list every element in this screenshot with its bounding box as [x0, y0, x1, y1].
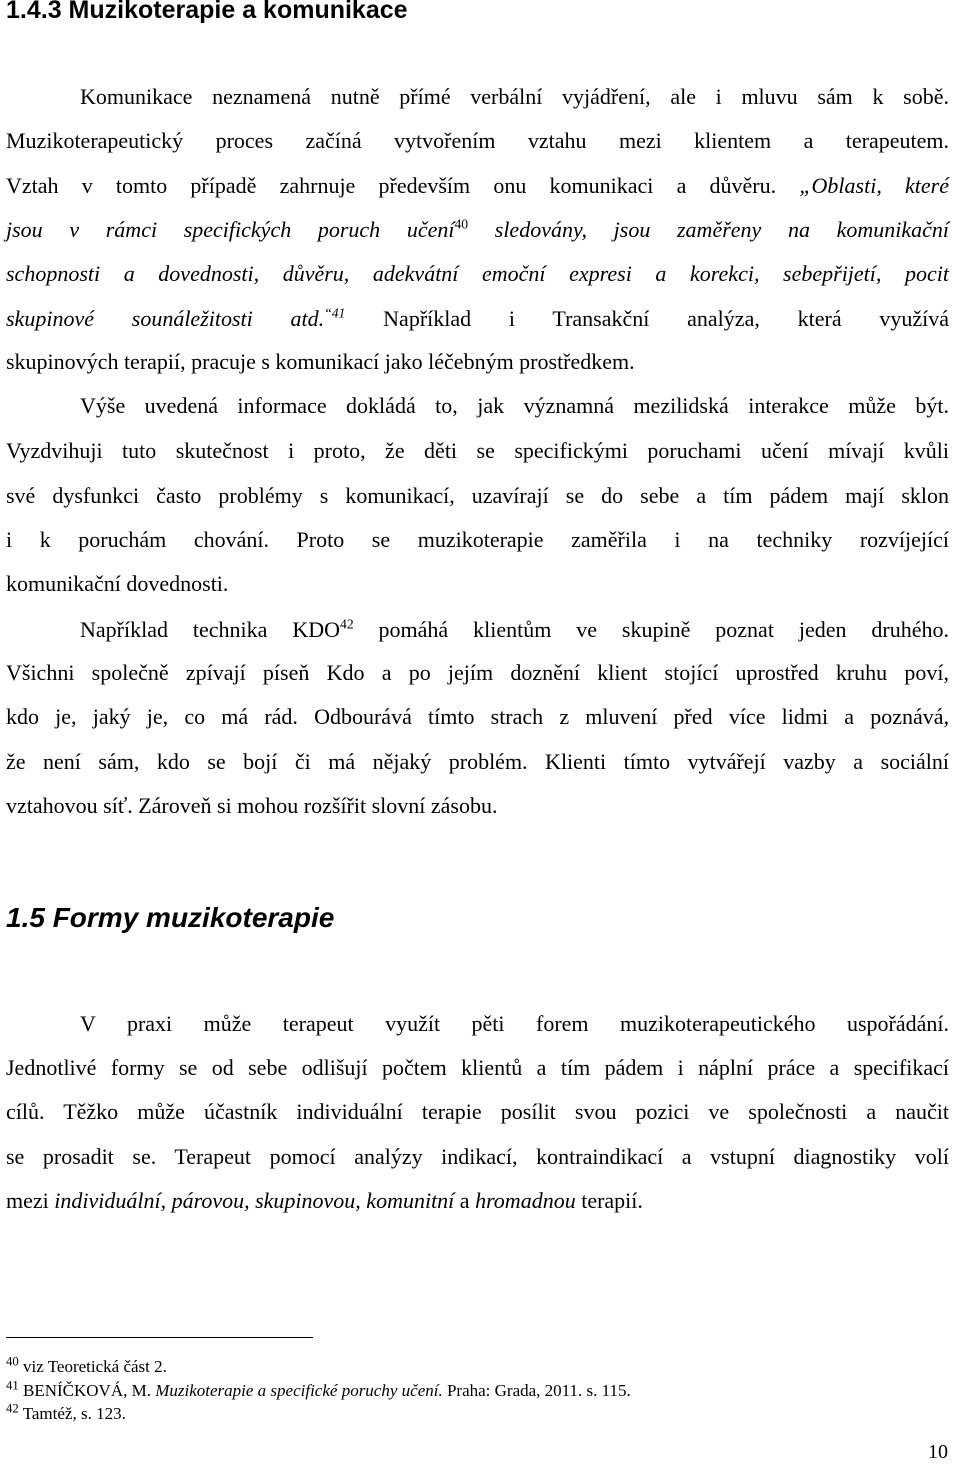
body-line	[6, 520, 949, 560]
body-line	[80, 77, 949, 117]
section-heading-1-5: 1.5 Formy muzikoterapie	[6, 902, 335, 933]
body-line	[6, 1181, 949, 1221]
body-line	[6, 254, 949, 294]
text-run: pomáhá klientům ve skupině poznat jeden druhého.	[353, 617, 949, 642]
body-line	[6, 166, 949, 206]
text-run: Vztah v tomto případě zahrnuje především onu komunikaci a důvěru.	[6, 173, 800, 198]
text-run: kdo je, jaký je, co má rád. Odbourává tímto strach z mluvení před více lidmi a poznává,	[6, 704, 949, 729]
text-run: Komunikace neznamená nutně přímé verbální vyjádření, ale i mluvu sám k sobě.	[80, 84, 949, 109]
text-run: skupinových terapií, pracuje s komunikací jako léčebným prostředkem.	[6, 349, 635, 374]
text-run: Jednotlivé formy se od sebe odlišují počtem klientů a tím pádem i náplní práce a specifikací	[6, 1055, 949, 1080]
body-line	[6, 431, 949, 471]
body-line	[6, 653, 949, 693]
text-run: schopnosti a dovednosti, důvěru, adekvátní emoční expresi a korekci, sebepřijetí, pocit	[6, 261, 949, 286]
body-line	[6, 476, 949, 516]
text-run: Vyzdvihuji tuto skutečnost i proto, že děti se specifickými poruchami učení mívají kvůli	[6, 438, 949, 463]
text-run: V praxi může terapeut využít pěti forem muzikoterapeutického uspořádání.	[80, 1011, 949, 1036]
footnote-41	[6, 1380, 631, 1402]
page-number: 10	[928, 1441, 948, 1463]
footnote-ref: 42	[340, 616, 354, 632]
body-line	[6, 299, 949, 339]
text-run: mezi	[6, 1188, 55, 1213]
footnote-40	[6, 1356, 167, 1378]
body-line	[80, 610, 949, 650]
text-run: jsou v rámci specifických poruch učení	[6, 217, 455, 242]
text-run: vztahovou síť. Zároveň si mohou rozšířit slovní zásobu.	[6, 793, 498, 818]
body-line	[6, 786, 949, 826]
text-run: terapií.	[575, 1188, 643, 1213]
footnote-ref: 42	[6, 1401, 19, 1416]
text-run: Muzikoterapie a specifické poruchy učení.	[155, 1381, 443, 1400]
footnote-ref: 40	[6, 1354, 19, 1369]
body-line	[6, 1048, 949, 1088]
text-run: skupinové sounáležitosti atd.	[6, 306, 325, 331]
text-run: Například i Transakční analýza, která využívá	[345, 306, 950, 331]
footnote-ref: 40	[454, 216, 469, 232]
body-line	[6, 564, 949, 604]
text-run: se prosadit se. Terapeut pomocí analýzy indikací, kontraindikací a vstupní diagnostiky volí	[6, 1144, 949, 1169]
body-line	[6, 342, 949, 382]
body-line	[6, 697, 949, 737]
text-run: Tamtéž, s. 123.	[18, 1404, 126, 1423]
section-heading-1-4-3: 1.4.3 Muzikoterapie a komunikace	[6, 0, 408, 24]
text-run: „Oblasti, které	[799, 173, 949, 198]
body-line	[80, 1004, 949, 1044]
text-run: Například technika KDO	[80, 617, 340, 642]
text-run: cílů. Těžko může účastník individuální terapie posílit svou pozici ve společnosti a naučit	[6, 1099, 949, 1124]
body-line	[6, 742, 949, 782]
text-run: BENÍČKOVÁ, M.	[18, 1381, 156, 1400]
text-run: Muzikoterapeutický proces začíná vytvořením vztahu mezi klientem a terapeutem.	[6, 128, 949, 153]
footnote-ref: 41	[6, 1378, 19, 1393]
text-run: Všichni společně zpívají píseň Kdo a po jejím doznění klient stojící uprostřed kruhu poví,	[6, 660, 949, 685]
text-run: své dysfunkci často problémy s komunikací, uzavírají se do sebe a tím pádem mají sklon	[6, 483, 949, 508]
text-run: i k poruchám chování. Proto se muzikoterapie zaměřila i na techniky rozvíjející	[6, 527, 949, 552]
text-run: hromadnou	[475, 1188, 576, 1213]
body-line	[6, 1092, 949, 1132]
text-run: individuální, párovou, skupinovou, komunitní	[54, 1188, 455, 1213]
body-line	[6, 121, 949, 161]
footnote-separator	[6, 1337, 313, 1338]
text-run: sledovány, jsou zaměřeny na komunikační	[468, 217, 950, 242]
footnote-ref: “41	[324, 305, 346, 321]
text-run: že není sám, kdo se bojí či má nějaký problém. Klienti tímto vytvářejí vazby a sociální	[6, 749, 949, 774]
text-run: viz Teoretická část 2.	[18, 1357, 167, 1376]
body-line	[80, 386, 949, 426]
text-run: a	[454, 1188, 476, 1213]
text-run: Výše uvedená informace dokládá to, jak významná mezilidská interakce může být.	[80, 393, 949, 418]
text-run: komunikační dovednosti.	[6, 571, 229, 596]
text-run: Praha: Grada, 2011. s. 115.	[442, 1381, 631, 1400]
body-line	[6, 210, 949, 250]
footnote-42	[6, 1403, 126, 1425]
body-line	[6, 1137, 949, 1177]
